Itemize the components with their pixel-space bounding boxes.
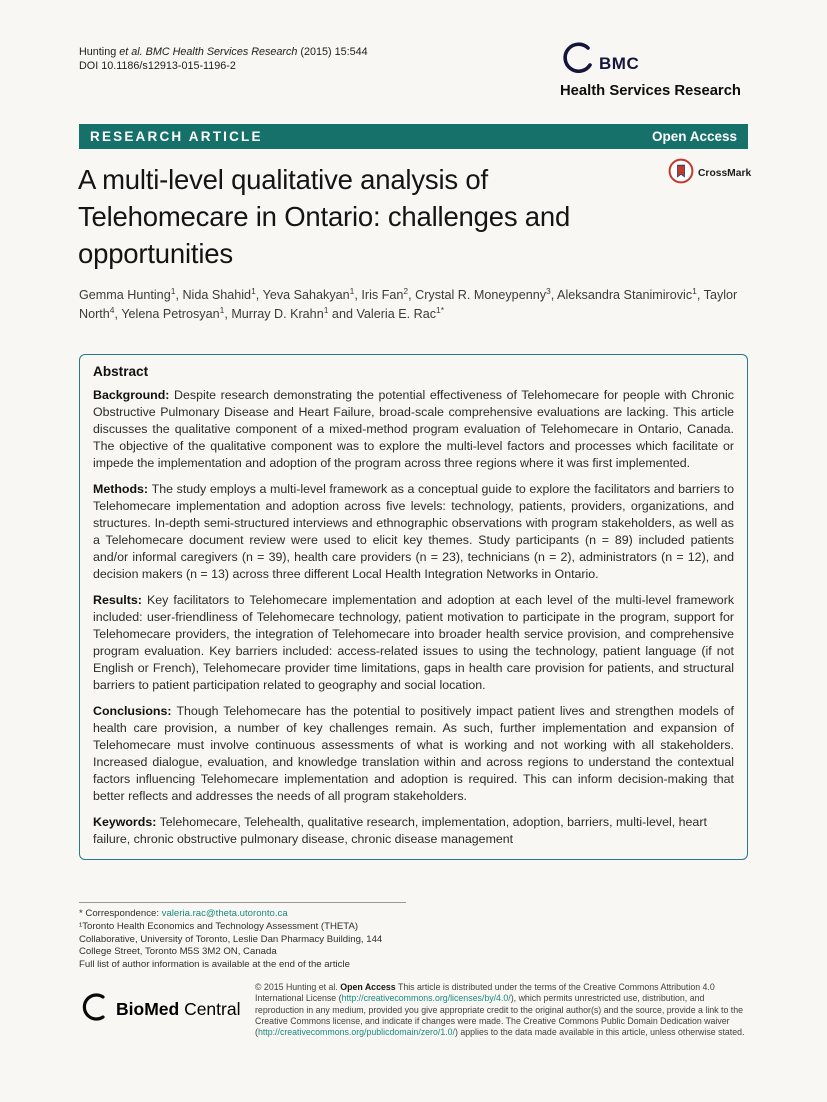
journal-name: Health Services Research: [560, 83, 741, 99]
bmc-swirl-icon: [560, 40, 598, 83]
abstract-section-text: Key facilitators to Telehomecare implementation and adoption at each level of the multi-level framework included: user-friendliness of Telehomecare technology, patient motivation to participate in the program, support for Telehomecare providers, the integration of Telehomecare into broader health service provision, and comprehensive program evaluation. Key barriers included: access-related issues to using the technology, patient language (if not English or French), Telehomecare provider time limitations, gaps in health care provision for patients, and structural barriers to patient participation related to geography and social location.: [93, 593, 735, 692]
abstract-section-text: Though Telehomecare has the potential to positively impact patient lives and strengthen models of health care provision, a number of key challenges remain. As such, further implementation and expansion of Telehomecare must involve continuous assessments of what is working and not working with all stakeholders. Increased dialogue, evaluation, and knowledge translation within and across regions to understand the contextual factors influencing Telehomecare implementation and adoption is required. This can inform decision-making that better reflects and addresses the needs of all program stakeholders.: [93, 704, 734, 803]
crossmark-icon: [668, 158, 694, 189]
copyright-segment: This article is distributed under the terms of the Creative Commons Attribution 4.0 International License (: [255, 982, 715, 1004]
citation: [79, 45, 368, 73]
bmc-logo: [560, 40, 752, 82]
correspondence-label: * Correspondence:: [79, 908, 162, 919]
abstract-sections: [93, 387, 734, 805]
abstract-section-label: Results:: [93, 593, 147, 607]
abstract-section-label: Conclusions:: [93, 704, 177, 718]
citation-authors: Hunting: [79, 46, 120, 58]
copyright-segment: ) applies to the data made available in this article, unless otherwise stated.: [455, 1027, 745, 1038]
abstract-section-text: Despite research demonstrating the potential effectiveness of Telehomecare for people with Chronic Obstructive Pulmonary Disease and Heart Failure, broad-scale comprehensive evaluations are lacking. This article discusses the qualitative component of a mixed-method program evaluation of Telehomecare in Ontario, Canada. The objective of the qualitative component was to explore the multi-level factors and processes which facilitate or impede the implementation and adoption of the program across three regions where it was first implemented.: [93, 388, 734, 470]
crossmark-label: CrossMark: [698, 168, 752, 179]
journal-logo: [560, 40, 752, 99]
article-type-banner: [79, 124, 748, 149]
license-link[interactable]: http://creativecommons.org/licenses/by/4.0/: [341, 993, 511, 1004]
biomed-central-logo: [79, 982, 255, 1028]
copyright-text: [255, 982, 748, 1038]
citation-line: [79, 45, 368, 59]
citation-volume: (2015) 15:544: [297, 46, 368, 58]
abstract-section: [93, 387, 734, 472]
copyright-segment: ), which permits unrestricted use, distribution, and reproduction in any medium, provided you give appropriate credit to the original author(s) and the source, provide a link to the Creative Commons license, and indicate if changes were made. The Creative Commons Public Domain Dedication waiver (: [255, 993, 744, 1038]
citation-journal: et al. BMC Health Services Research: [119, 46, 298, 58]
publisher-name-regular: Central: [179, 999, 241, 1019]
abstract-box: [79, 354, 748, 860]
abstract-section: [93, 592, 734, 694]
doi: DOI 10.1186/s12913-015-1196-2: [79, 60, 236, 72]
footer: [79, 982, 748, 1038]
license-link[interactable]: http://creativecommons.org/publicdomain/zero/1.0/: [257, 1027, 455, 1038]
abstract-section-text: The study employs a multi-level framework as a conceptual guide to explore the facilitators and barriers to Telehomecare implementation and adoption across five levels: technology, patients, providers, organizations, and structures. In-depth semi-structured interviews and ethnographic observations with program stakeholders, as well as a Telehomecare document review were used to elicit key themes. Study participants (n = 89) included patients and/or informal caregivers (n = 39), health care providers (n = 23), technicians (n = 2), administrators (n = 12), and decision makers (n = 13) across three different Local Health Integration Networks in Ontario.: [93, 482, 734, 581]
article-title: A multi-level qualitative analysis of Telehomecare in Ontario: challenges and opportunities: [78, 164, 571, 269]
biomed-central-wordmark: [116, 999, 240, 1020]
copyright-segment: © 2015 Hunting et al.: [255, 982, 341, 992]
footnotes: [79, 902, 406, 972]
abstract-section-label: Methods:: [93, 482, 152, 496]
abstract-section: [93, 703, 734, 805]
author-info-note: Full list of author information is available at the end of the article: [79, 959, 350, 971]
keywords-label: Keywords:: [93, 815, 157, 829]
open-access-label: Open Access: [651, 129, 737, 144]
open-access-bold: Open Access: [340, 982, 396, 992]
abstract-section: [93, 481, 734, 583]
keywords-text: Telehomecare, Telehealth, qualitative research, implementation, adoption, barriers, multi-level, heart failure, chronic obstructive pulmonary disease, chronic disease management: [93, 815, 707, 846]
crossmark-badge[interactable]: [668, 158, 751, 189]
correspondence-email[interactable]: valeria.rac@theta.utoronto.ca: [161, 908, 288, 919]
correspondence-line: [79, 908, 406, 921]
biomed-central-icon: [79, 991, 111, 1028]
keywords-line: [93, 814, 734, 848]
article-type-label: RESEARCH ARTICLE: [90, 129, 263, 144]
publisher-name-bold: BioMed: [116, 999, 180, 1019]
abstract-heading: Abstract: [93, 364, 149, 379]
abstract-section-label: Background:: [93, 388, 175, 402]
affiliation-note: ¹Toronto Health Economics and Technology Assessment (THETA) Collaborative, University of Toronto, Leslie Dan Pharmacy Building, 144 College Street, Toronto M5S 3M2 ON, Canada: [79, 920, 383, 958]
bmc-logo-text: BMC: [599, 54, 640, 73]
authors-line: Gemma Hunting$^1$, Nida Shahid$^1$, Yeva Sahakyan$^1$, Iris Fan$^2$, Crystal R. Moneypenny$^3$, Aleksandra Stanimirovic$^1$, Taylor North$^4$, Yelena Petrosyan$^1$, Murray D. Krahn$^1$ and Valeria E. Rac$^{1*}$: [79, 285, 738, 321]
